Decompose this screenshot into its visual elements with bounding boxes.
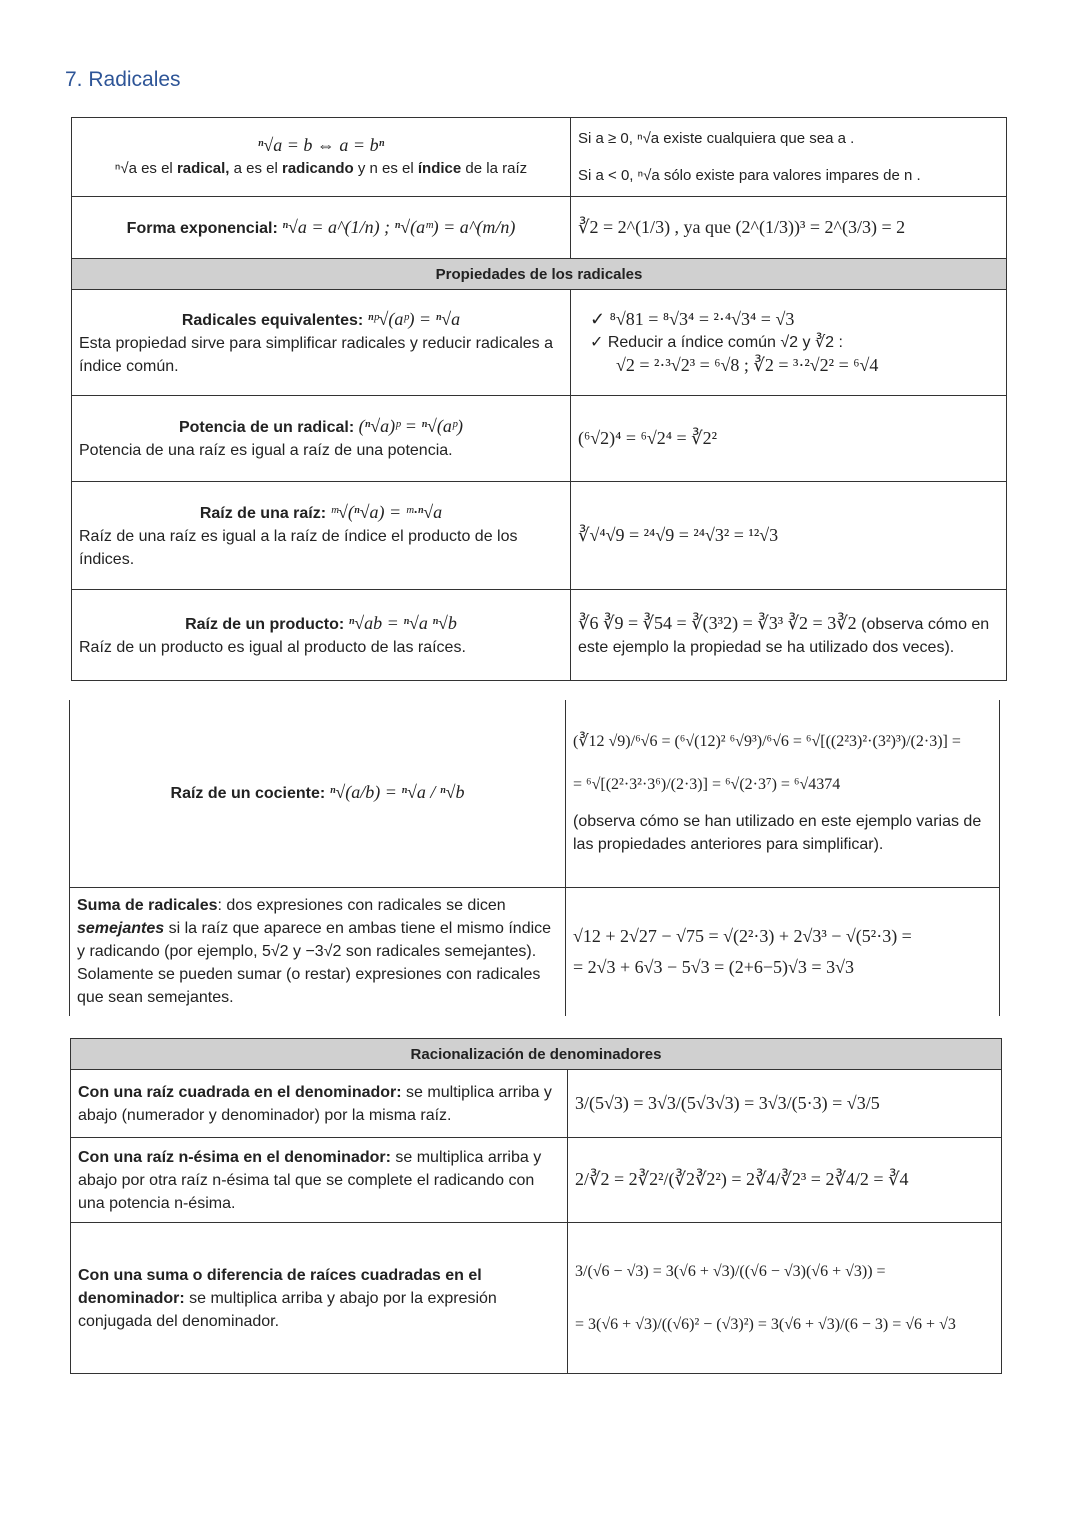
text: índice (417, 160, 462, 177)
desc: se multiplica arriba y abajo (numerador y denominador) por la misma raíz. (78, 1083, 552, 1124)
power-row (72, 396, 1007, 482)
label: Radicales equivalentes: (181, 311, 364, 329)
sum-row (70, 887, 1000, 1016)
product-row (72, 590, 1007, 681)
example: ∛√⁴√9 = ²⁴√9 = ²⁴√3² = ¹²√3 (578, 524, 779, 545)
conjugate-row (71, 1223, 1002, 1374)
desc: Raíz de una raíz es igual a la raíz de índice el producto de los índices. (79, 527, 518, 568)
desc: se multiplica arriba y abajo por otra raíz n-ésima tal que se complete el radicando con una potencia n-ésima. (78, 1148, 542, 1212)
text: a es el (229, 160, 282, 177)
note: (observa cómo se han utilizado en este ejemplo varias de las propiedades anteriores para simplificar). (573, 813, 982, 854)
example: = 3(√6 + √3)/((√6)² − (√3)²) = 3(√6 + √3)/(6 − 3) = √6 + √3 (575, 1316, 956, 1333)
definition-formula: ⁿ√a = b ⇔ a = bⁿ (257, 135, 385, 155)
example: 2/∛2 = 2∛2²/(∛2∛2²) = 2∛4/∛2³ = 2∛4/2 = ∛4 (575, 1169, 909, 1189)
desc: Esta propiedad sirve para simplificar radicales y reducir radicales a índice común. (79, 334, 553, 375)
quotient-row (70, 700, 1000, 887)
exponential-row (72, 197, 1007, 259)
rationalization-header (71, 1039, 1002, 1070)
section-title: 7. Radicales (65, 68, 181, 91)
example: √12 + 2√27 − √75 = √(2²·3) + 2√3³ − √(5²·3) = (573, 925, 912, 946)
label: Con una suma o diferencia de raíces cuadradas en el denominador: (78, 1266, 482, 1307)
radicals-table-2 (69, 700, 1000, 1016)
example: (⁶√2)⁴ = ⁶√2⁴ = ∛2² (578, 427, 718, 448)
formula: ᵐ√(ⁿ√a) = ᵐ·ⁿ√a (330, 501, 443, 522)
desc: Raíz de un producto es igual al producto de las raíces. (79, 638, 466, 656)
desc: Potencia de una raíz es igual a raíz de una potencia. (79, 442, 453, 459)
nth-root-row (71, 1138, 1002, 1223)
formula: ⁿᵖ√(aᵖ) = ⁿ√a (367, 308, 461, 329)
text: ⁿ√a es el (114, 160, 177, 177)
existence-negative: Si a < 0, ⁿ√a sólo existe para valores impares de n . (578, 167, 921, 184)
square-root-row (71, 1070, 1002, 1138)
definition-text (115, 160, 527, 177)
example: ∛6 ∛9 = ∛54 = ∛(3³2) = ∛3³ ∛2 = 3∛2 (578, 612, 857, 633)
example: √2 = ²·³√2³ = ⁶√8 ; ∛2 = ³·²√2² = ⁶√4 (616, 355, 879, 375)
text: de la raíz (461, 160, 528, 177)
desc: semejantes (77, 920, 165, 938)
label: Raíz de un cociente: (170, 785, 326, 803)
formula: ⁿ√ab = ⁿ√a ⁿ√b (348, 612, 457, 633)
properties-header (72, 259, 1007, 290)
label: Con una raíz n-ésima en el denominador: (78, 1148, 391, 1166)
formula: ⁿ√(a/b) = ⁿ√a / ⁿ√b (329, 782, 465, 803)
label: Con una raíz cuadrada en el denominador: (78, 1083, 402, 1101)
note: (observa cómo en este ejemplo la propiedad se ha utilizado dos veces). (578, 615, 990, 656)
label: Raíz de un producto: (185, 615, 345, 633)
example: ∛2 = 2^(1/3) , ya que (2^(1/3))³ = 2^(3/3) = 2 (578, 216, 906, 237)
equivalent-row (72, 290, 1007, 396)
example: ✓ Reducir a índice común √2 y ∛2 : (590, 334, 843, 351)
example: 3/(√6 − √3) = 3(√6 + √3)/((√6 − √3)(√6 + √3)) = (575, 1263, 886, 1280)
definition-row (72, 118, 1007, 197)
example: = 2√3 + 6√3 − 5√3 = (2+6−5)√3 = 3√3 (573, 956, 854, 977)
existence-positive: Si a ≥ 0, ⁿ√a existe cualquiera que sea a . (578, 130, 855, 147)
formula: (ⁿ√a)ᵖ = ⁿ√(aᵖ) (358, 416, 463, 436)
radicals-table (71, 117, 1007, 681)
label: Forma exponencial: (126, 219, 278, 237)
label: Suma de radicales (77, 897, 218, 915)
formula: ⁿ√a = a^(1/n) ; ⁿ√(aᵐ) = a^(m/n) (282, 216, 516, 237)
example: 3/(5√3) = 3√3/(5√3√3) = 3√3/(5·3) = √3/5 (575, 1092, 880, 1113)
rationalization-table (70, 1038, 1002, 1374)
label: Raíz de una raíz: (199, 504, 327, 522)
text: radical, (176, 160, 230, 177)
desc: se multiplica arriba y abajo por la expresión conjugada del denominador. (78, 1289, 497, 1330)
example: (∛12 √9)/⁶√6 = (⁶√(12)² ⁶√9³)/⁶√6 = ⁶√[((2²3)²·(3²)³)/(2·3)] = (573, 733, 961, 751)
header: Racionalización de denominadores (71, 1039, 1002, 1070)
root-of-root-row (72, 482, 1007, 590)
label: Potencia de un radical: (178, 419, 355, 436)
example: = ⁶√[(2²·3²·3⁶)/(2·3)] = ⁶√(2·3⁷) = ⁶√4374 (573, 776, 841, 794)
text: radicando (282, 160, 354, 177)
example: ✓ ⁸√81 = ⁸√3⁴ = ²·⁴√3⁴ = √3 (590, 309, 795, 329)
text: y n es el (353, 160, 418, 177)
header: Propiedades de los radicales (72, 259, 1007, 290)
desc: si la raíz que aparece en ambas tiene el mismo índice y radicando (por ejemplo, 5√2 y −3√2 son radicales semejantes). Solamente se pueden sumar (o restar) expresiones con radicales que sean semejantes. (77, 920, 552, 1007)
desc: : dos expresiones con radicales se dicen (217, 897, 506, 915)
